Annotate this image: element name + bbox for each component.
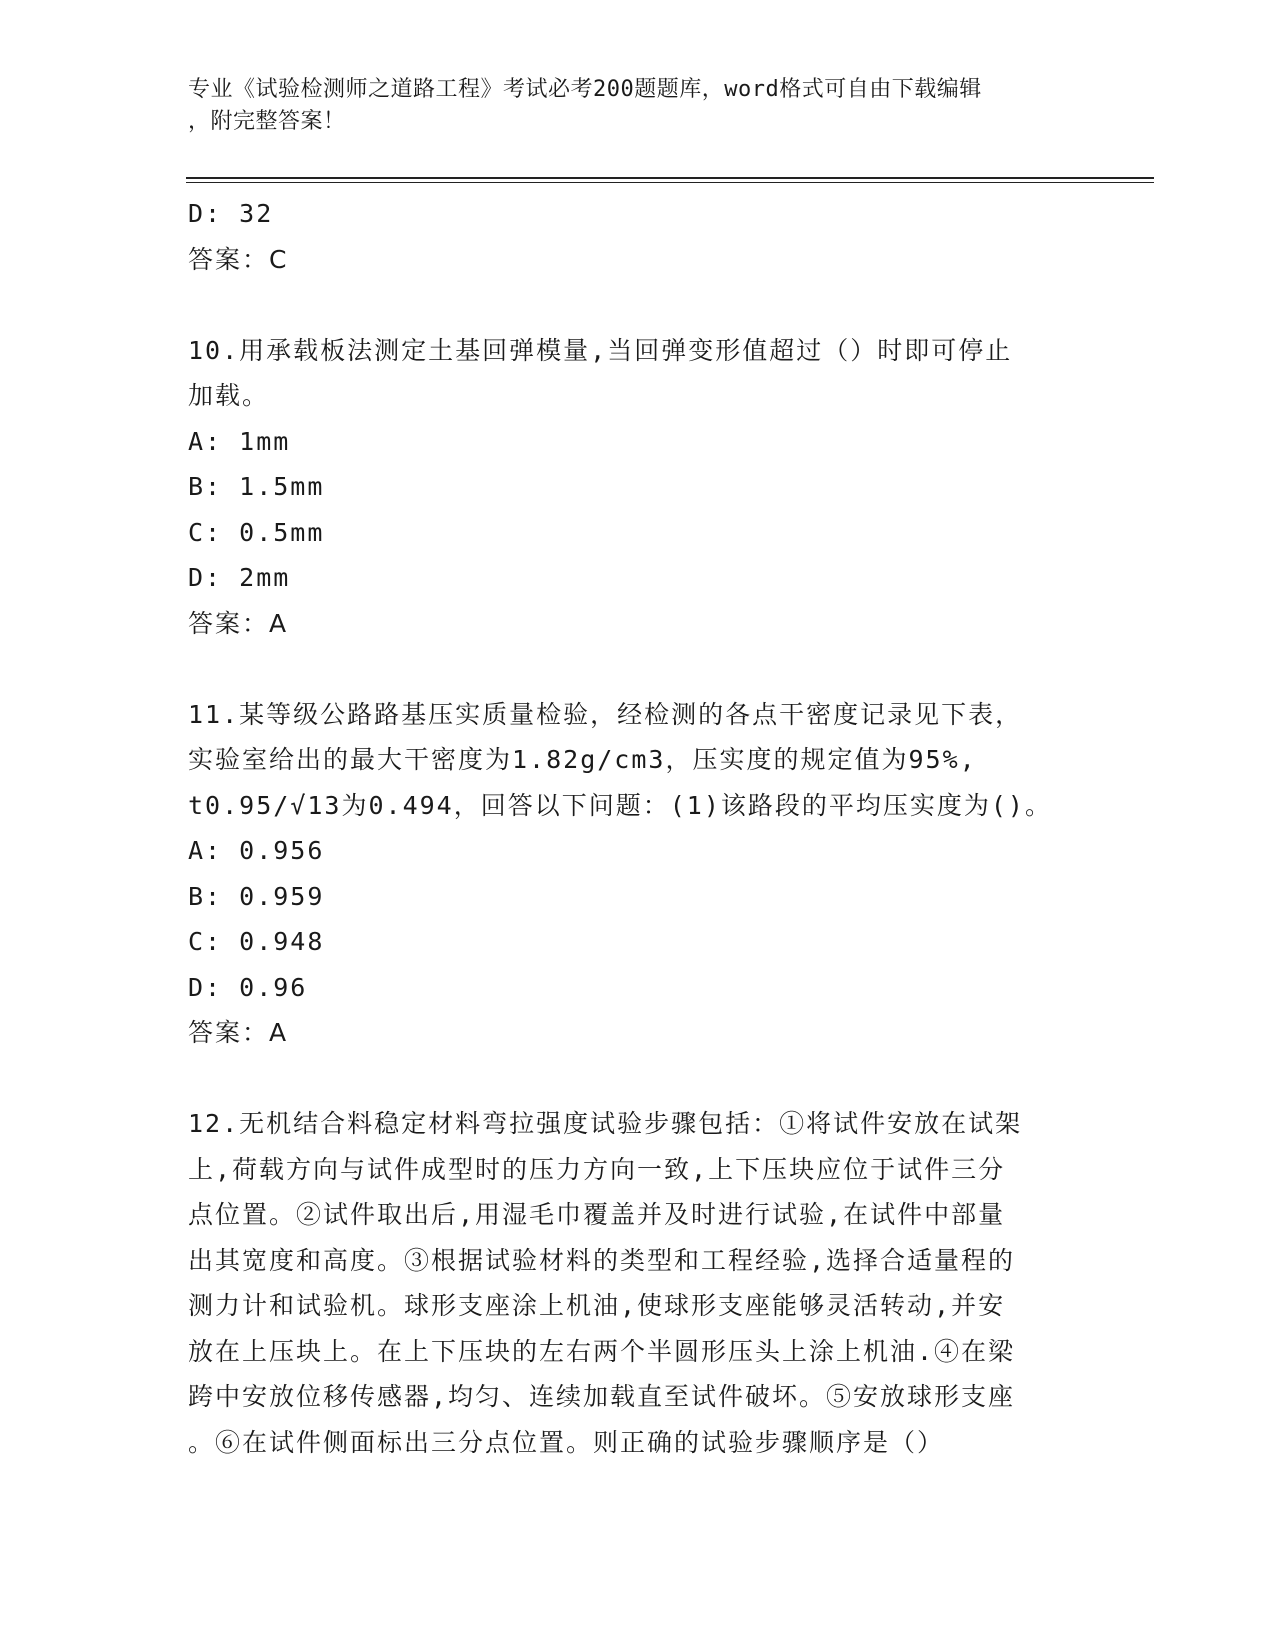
question-stem-line: 11.某等级公路路基压实质量检验，经检测的各点干密度记录见下表， — [188, 699, 1023, 729]
option-c: C: 0.948 — [188, 927, 325, 956]
page-header — [188, 74, 1068, 138]
answer-line: 答案：C — [188, 244, 289, 274]
question-stem-line: 实验室给出的最大干密度为1.82g/cm3，压实度的规定值为95%, — [188, 745, 977, 774]
spacer — [188, 282, 1088, 328]
header-divider-thick — [186, 177, 1154, 179]
question-stem-line: 10.用承载板法测定土基回弹模量,当回弹变形值超过（）时即可停止 — [188, 335, 1013, 365]
question-12 — [188, 1101, 1088, 1465]
option-b: B: 1.5mm — [188, 472, 325, 501]
question-stem-line: 加载。 — [188, 381, 270, 410]
option-d: D: 2mm — [188, 563, 291, 592]
answer-line: 答案：A — [188, 608, 289, 638]
question-stem-line: 点位置。②试件取出后,用湿毛巾覆盖并及时进行试验,在试件中部量 — [188, 1200, 1006, 1229]
answer-line: 答案：A — [188, 1018, 289, 1047]
option-a: A: 1mm — [188, 426, 291, 456]
header-title-line-1: 专业《试验检测师之道路工程》考试必考200题题库，word格式可自由下载编辑 — [188, 77, 982, 102]
question-stem-line: 放在上压块上。在上下压块的左右两个半圆形压头上涂上机油.④在梁 — [188, 1336, 1016, 1366]
question-stem-line: 跨中安放位移传感器,均匀、连续加载直至试件破坏。⑤安放球形支座 — [188, 1382, 1016, 1411]
option-c: C: 0.5mm — [188, 517, 325, 547]
option-d: D: 0.96 — [188, 972, 308, 1002]
header-divider-thin — [186, 182, 1154, 183]
spacer — [188, 646, 1088, 692]
question-10 — [188, 328, 1088, 647]
question-stem-line: 。⑥在试件侧面标出三分点位置。则正确的试验步骤顺序是（） — [188, 1427, 945, 1457]
question-stem-line: t0.95/√13为0.494，回答以下问题：(1)该路段的平均压实度为()。 — [188, 790, 1052, 820]
option-b: B: 0.959 — [188, 881, 325, 911]
option-d: D: 32 — [188, 199, 274, 228]
question-stem-line: 上,荷载方向与试件成型时的压力方向一致,上下压块应位于试件三分 — [188, 1154, 1006, 1184]
question-stem-line: 测力计和试验机。球形支座涂上机油,使球形支座能够灵活转动,并安 — [188, 1291, 1006, 1320]
header-title-line-2: ，附完整答案！ — [188, 109, 346, 134]
previous-question-tail — [188, 191, 1088, 282]
option-a: A: 0.956 — [188, 836, 325, 865]
document-body — [188, 191, 1088, 1465]
question-stem-line: 出其宽度和高度。③根据试验材料的类型和工程经验,选择合适量程的 — [188, 1245, 1016, 1275]
spacer — [188, 1056, 1088, 1102]
question-stem-line: 12.无机结合料稳定材料弯拉强度试验步骤包括：①将试件安放在试架 — [188, 1109, 1023, 1138]
question-11 — [188, 692, 1088, 1056]
